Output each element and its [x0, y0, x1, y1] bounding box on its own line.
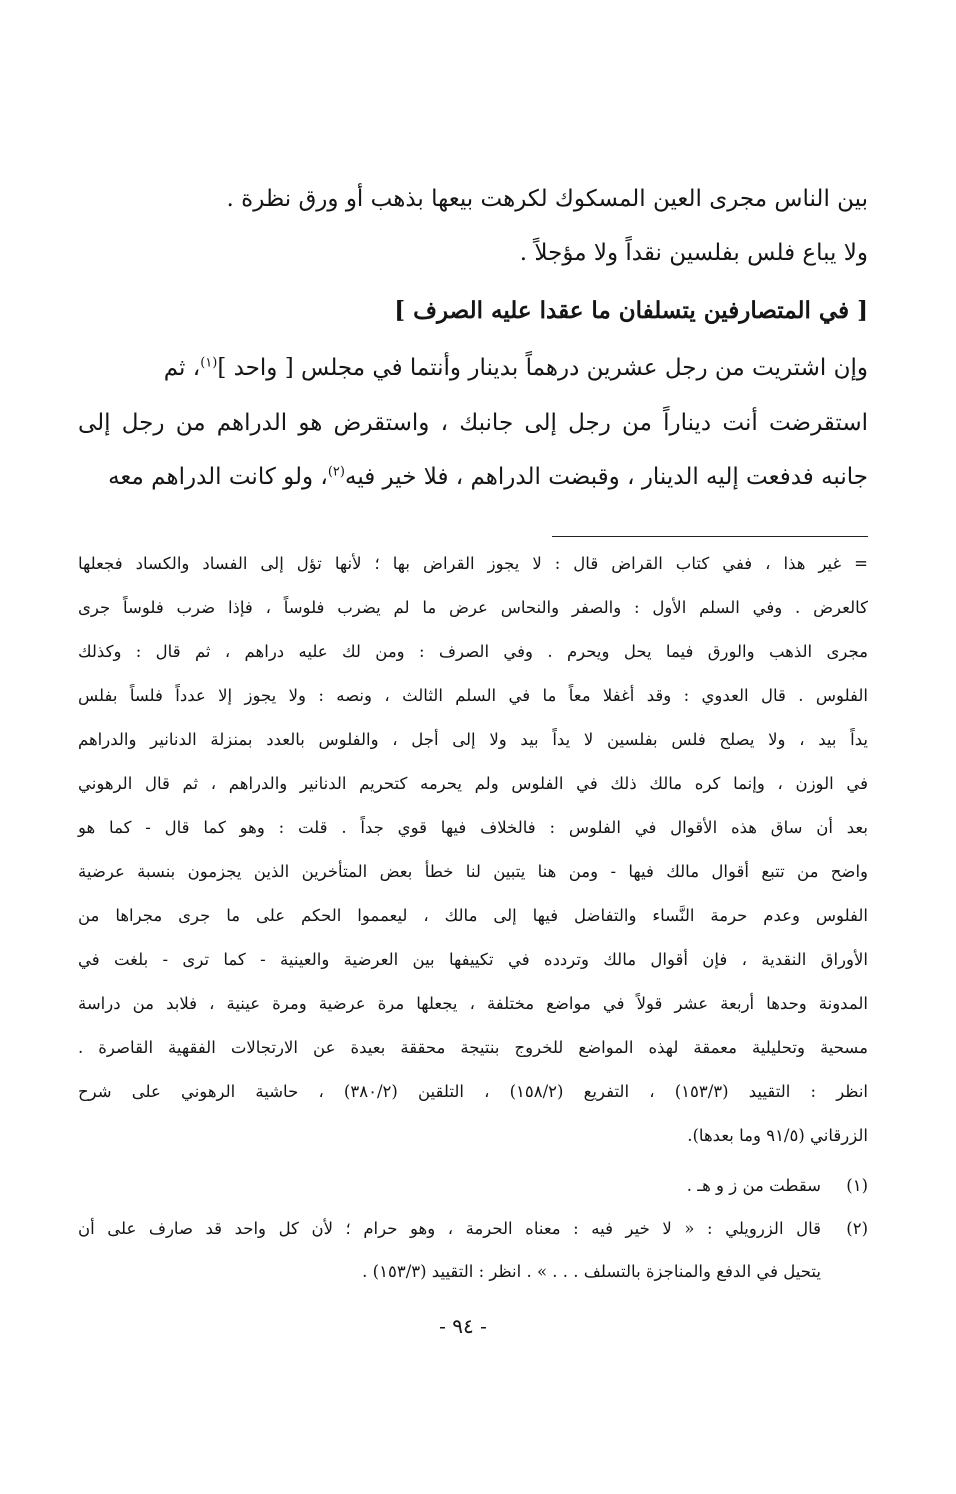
- footnote-continuation-line: مجرى الذهب والورق فيما يحل ويحرم . وفي الصرف : ومن لك عليه دراهم ، ثم قال : وكذلك: [78, 642, 868, 661]
- footnote-continuation-line: الفلوس وعدم حرمة النَّساء والتفاضل فيها إلى مالك ، ليعمموا الحكم على ما جرى مجراها من: [78, 906, 868, 925]
- footnote-continuation-line: يداً بيد ، ولا يصلح فلس بفلسين لا يداً بيد ولا إلى أجل ، والفلوس بالعدد بمنزلة الدنانير والدراهم: [78, 730, 868, 749]
- footnote-ref-2: (٢): [327, 464, 345, 480]
- footnote-continuation-line: = غير هذا ، ففي كتاب القراض قال : لا يجوز القراض بها ؛ لأنها تؤل إلى الفساد والكساد فجعلها: [78, 554, 868, 573]
- main-text-line-3: [78, 350, 868, 386]
- main-text-line-1: بين الناس مجرى العين المسكوك لكرهت بيعها بذهب أو ورق نظرة .: [226, 186, 868, 212]
- footnote-continuation-line: الزرقاني (٩١/٥ وما بعدها).: [687, 1126, 868, 1145]
- footnote-continuation-line: الأوراق النقدية ، فإن أقوال مالك وتردده في تكييفها بين العرضية والعينية - كما ترى - بلغت في: [78, 950, 868, 969]
- main-text-line-2: ولا يباع فلس بفلسين نقداً ولا مؤجلاً .: [519, 240, 868, 266]
- page-number: - ٩٤ -: [439, 1314, 487, 1338]
- section-heading: [ في المتصارفين يتسلفان ما عقدا عليه الصرف ]: [394, 297, 868, 324]
- footnote-continuation-line: انظر : التقييد (١٥٣/٣) ، التفريع (١٥٨/٢) ، التلقين (٣٨٠/٢) ، حاشية الرهوني على شرح: [78, 1082, 869, 1101]
- footnote-ref-1: (١): [200, 355, 218, 371]
- main-text-line-5: [78, 459, 868, 495]
- footnote-2-number: (٢): [846, 1219, 868, 1238]
- main-text-line-4: استقرضت أنت ديناراً من رجل إلى جانبك ، واستقرض هو الدراهم من رجل إلى: [78, 410, 868, 436]
- footnote-1-text: سقطت من ز و هـ .: [686, 1176, 821, 1195]
- footnote-continuation-line: واضح من تتبع أقوال مالك فيها - ومن هنا يتبين لنا خطأ بعض المتأخرين الذين يجزمون بنسبة عرضية: [78, 862, 868, 881]
- footnote-2-text-line-1: قال الزرويلي : « لا خير فيه : معناه الحرمة ، وهو حرام ؛ لأن كل واحد قد صارف على أن: [78, 1219, 821, 1238]
- main-text-line-5-tail: ، ولو كانت الدراهم معه: [108, 464, 328, 490]
- main-text-line-3-body: وإن اشتريت من رجل عشرين درهماً بدينار وأنتما في مجلس [ واحد ]: [217, 355, 868, 381]
- footnote-2-text-line-2: يتحيل في الدفع والمناجزة بالتسلف . . . » . انظر : التقييد (١٥٣/٣) .: [362, 1262, 821, 1281]
- footnote-continuation-line: في الوزن ، وإنما كره مالك ذلك في الفلوس ولم يحرمه كتحريم الدنانير والدراهم ، ثم قال الرهوني: [78, 774, 868, 793]
- footnote-continuation-line: الفلوس . قال العدوي : وقد أغفلا معاً ما في السلم الثالث ، ونصه : ولا يجوز إلا عدداً فلساً بفلس: [78, 686, 868, 705]
- footnote-continuation-line: بعد أن ساق هذه الأقوال في الفلوس : فالخلاف فيها قوي جداً . قلت : وهو كما قال - كما هو: [78, 818, 868, 837]
- footnote-continuation-line: كالعرض . وفي السلم الأول : والصفر والنحاس عرض ما لم يضرب فلوساً ، فإذا ضرب فلوساً جرى: [78, 598, 868, 617]
- footnote-1-number: (١): [846, 1176, 868, 1195]
- footnote-divider: [552, 536, 868, 537]
- footnote-continuation-line: مسحية وتحليلية معمقة لهذه المواضع للخروج بنتيجة محققة بعيدة عن الارتجالات الفقهية القاصرة .: [78, 1038, 868, 1057]
- main-text-line-3-tail: ، ثم: [163, 355, 201, 381]
- main-text-line-5-body: جانبه فدفعت إليه الدينار ، وقبضت الدراهم ، فلا خير فيه: [344, 464, 868, 490]
- footnote-continuation-line: المدونة وحدها أربعة عشر قولاً في مواضع مختلفة ، يجعلها مرة عرضية ومرة عينية ، فلابد من دراسة: [78, 994, 868, 1013]
